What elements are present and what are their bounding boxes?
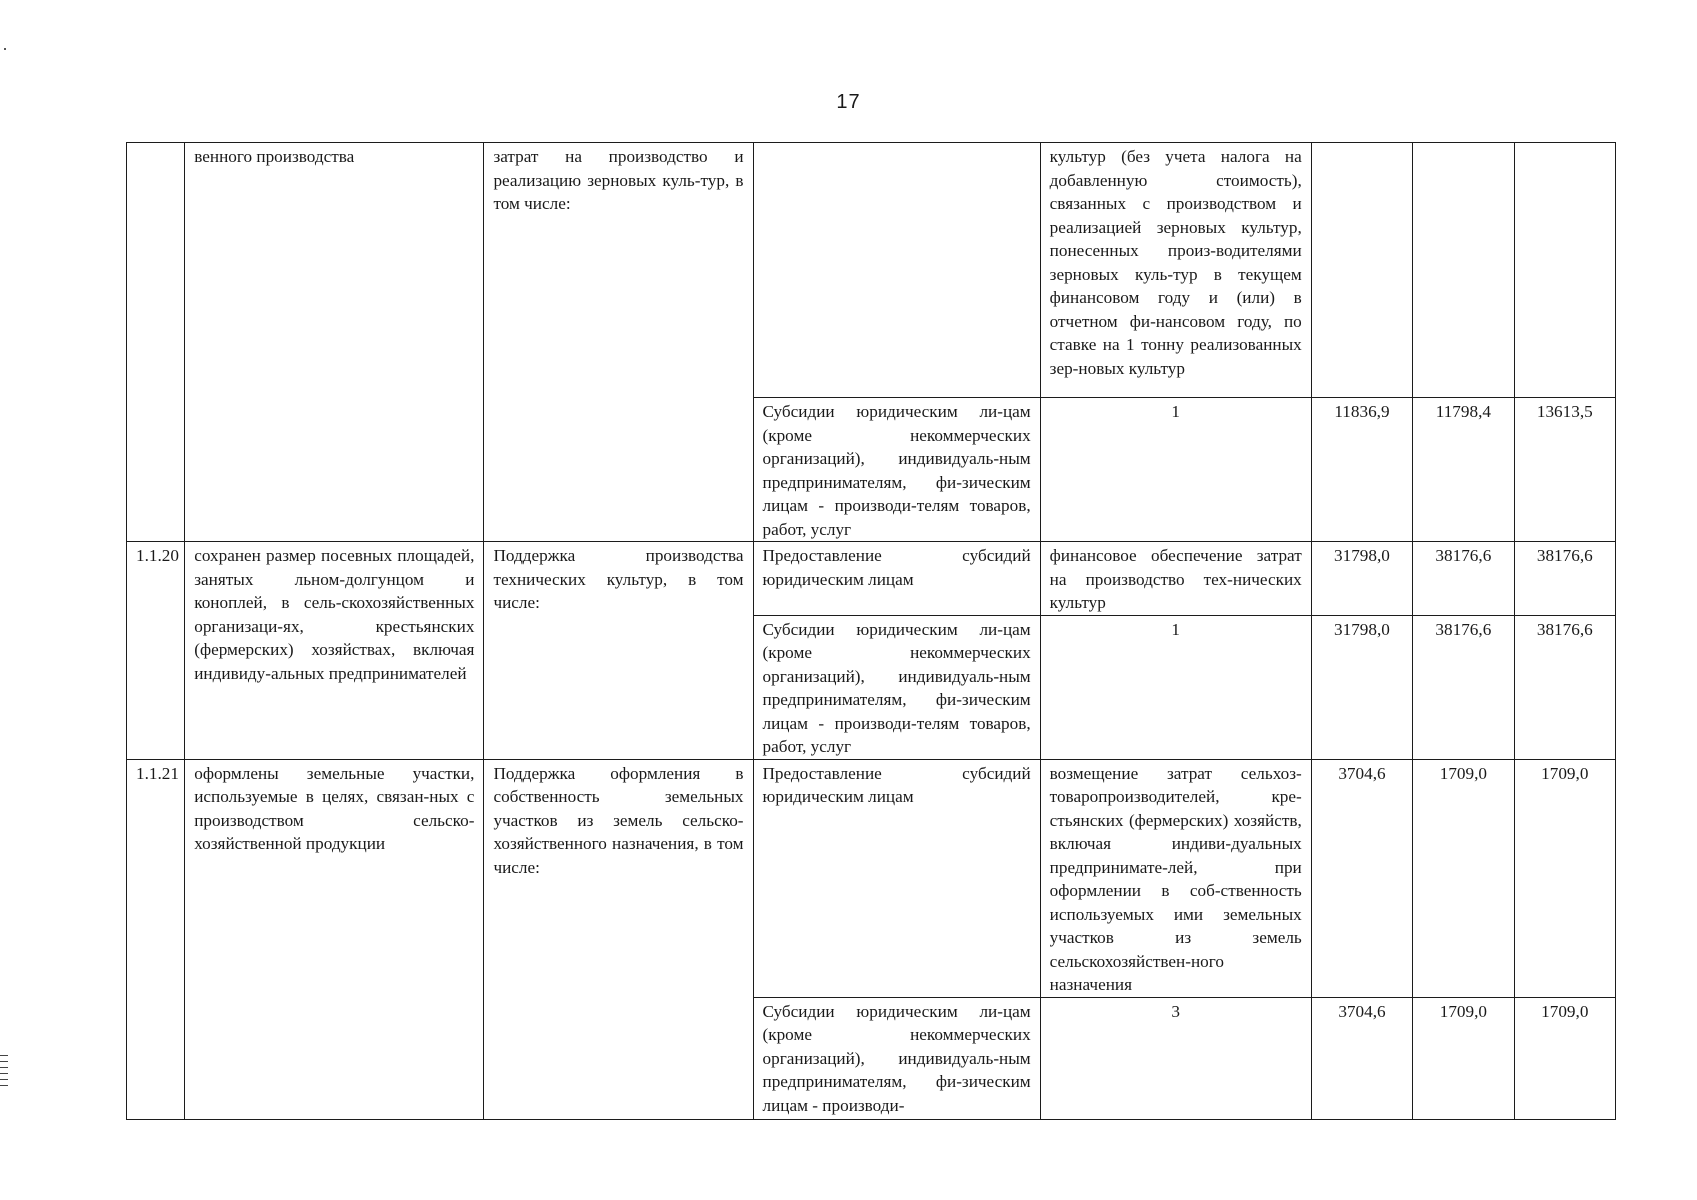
event-text: Поддержка производства технических культур, в том числе:	[493, 546, 744, 612]
form-cell	[753, 398, 1040, 542]
event-cell	[484, 759, 753, 1119]
purpose-cell	[1040, 143, 1311, 398]
result-text: сохранен размер посевных площадей, занятых льном-долгунцом и коноплей, в сель-скохозяйственных организаци-ях, крестьянских (фермерских) хозяйствах, включая индивиду-альных предпринимателей	[194, 546, 475, 683]
count-cell: 3	[1040, 997, 1311, 1119]
value-cell	[1413, 143, 1514, 398]
value-cell: 11836,9	[1311, 398, 1412, 542]
form-cell	[753, 997, 1040, 1119]
value-cell	[1311, 143, 1412, 398]
value-cell: 11798,4	[1413, 398, 1514, 542]
value-cell: 13613,5	[1514, 398, 1615, 542]
result-cell	[185, 143, 484, 542]
purpose-cell	[1040, 759, 1311, 997]
form-text: Предоставление субсидий юридическим лицам	[762, 763, 1031, 806]
form-cell	[753, 143, 1040, 398]
form-text: Субсидии юридическим ли-цам (кроме некоммерческих организаций), индивидуаль-ным предпринимателям, фи-зическим лицам - производи-телям товаров, работ, услуг	[762, 402, 1031, 539]
value-cell: 38176,6	[1514, 615, 1615, 759]
purpose-cell	[1040, 542, 1311, 616]
value-cell: 1709,0	[1514, 997, 1615, 1119]
form-text: Субсидии юридическим ли-цам (кроме некоммерческих организаций), индивидуаль-ным предпринимателям, фи-зическим лицам - производи-	[762, 1001, 1031, 1115]
table-row	[127, 542, 1616, 616]
code-cell: 1.1.20	[127, 542, 185, 760]
form-text: Предоставление субсидий юридическим лицам	[762, 546, 1031, 589]
value-cell: 1709,0	[1413, 997, 1514, 1119]
purpose-text: финансовое обеспечение затрат на производство тех-нических культур	[1049, 546, 1302, 612]
event-cell	[484, 143, 753, 542]
value-cell: 31798,0	[1311, 542, 1412, 616]
form-cell	[753, 542, 1040, 616]
value-cell: 3704,6	[1311, 759, 1412, 997]
purpose-text: культур (без учета налога на добавленную стоимость), связанных с производством и реализацией зерновых культур, понесенных произ-водителями зерновых куль-тур в текущем финансовом году и (или) в отчетном фи-нансовом году, по ставке на 1 тонну реализованных зер-новых культур	[1049, 147, 1302, 378]
result-cell	[185, 759, 484, 1119]
form-text: Субсидии юридическим ли-цам (кроме некоммерческих организаций), индивидуаль-ным предпринимателям, фи-зическим лицам - производи-телям товаров, работ, услуг	[762, 619, 1031, 756]
value-cell: 31798,0	[1311, 615, 1412, 759]
code-cell: 1.1.21	[127, 759, 185, 1119]
purpose-text: возмещение затрат сельхоз-товаропроизводителей, кре-стьянских (фермерских) хозяйств, включая индиви-дуальных предпринимате-лей, при оформлении в соб-ственность используемых ими земельных участков из земель сельскохозяйствен-ного назначения	[1049, 763, 1302, 994]
result-cell	[185, 542, 484, 760]
table-row	[127, 759, 1616, 997]
page-number: 17	[836, 91, 861, 113]
event-text: Поддержка оформления в собственность земельных участков из земель сельско-хозяйственного назначения, в том числе:	[493, 763, 744, 877]
value-cell: 1709,0	[1413, 759, 1514, 997]
value-cell: 38176,6	[1514, 542, 1615, 616]
code-cell	[127, 143, 185, 542]
count-cell: 1	[1040, 398, 1311, 542]
value-cell: 38176,6	[1413, 542, 1514, 616]
count-cell: 1	[1040, 615, 1311, 759]
result-text: венного производства	[194, 147, 355, 166]
result-text: оформлены земельные участки, используемые в целях, связан-ных с производством сельско-хозяйственной продукции	[194, 763, 475, 853]
program-measures-table	[126, 142, 1616, 1120]
event-text: затрат на производство и реализацию зерновых куль-тур, в том числе:	[493, 147, 744, 213]
event-cell	[484, 542, 753, 760]
value-cell: 3704,6	[1311, 997, 1412, 1119]
value-cell: 38176,6	[1413, 615, 1514, 759]
scan-mark	[4, 48, 6, 50]
value-cell: 1709,0	[1514, 759, 1615, 997]
table-row	[127, 143, 1616, 398]
value-cell	[1514, 143, 1615, 398]
form-cell	[753, 759, 1040, 997]
form-cell	[753, 615, 1040, 759]
scan-margin-marks	[0, 1055, 8, 1091]
